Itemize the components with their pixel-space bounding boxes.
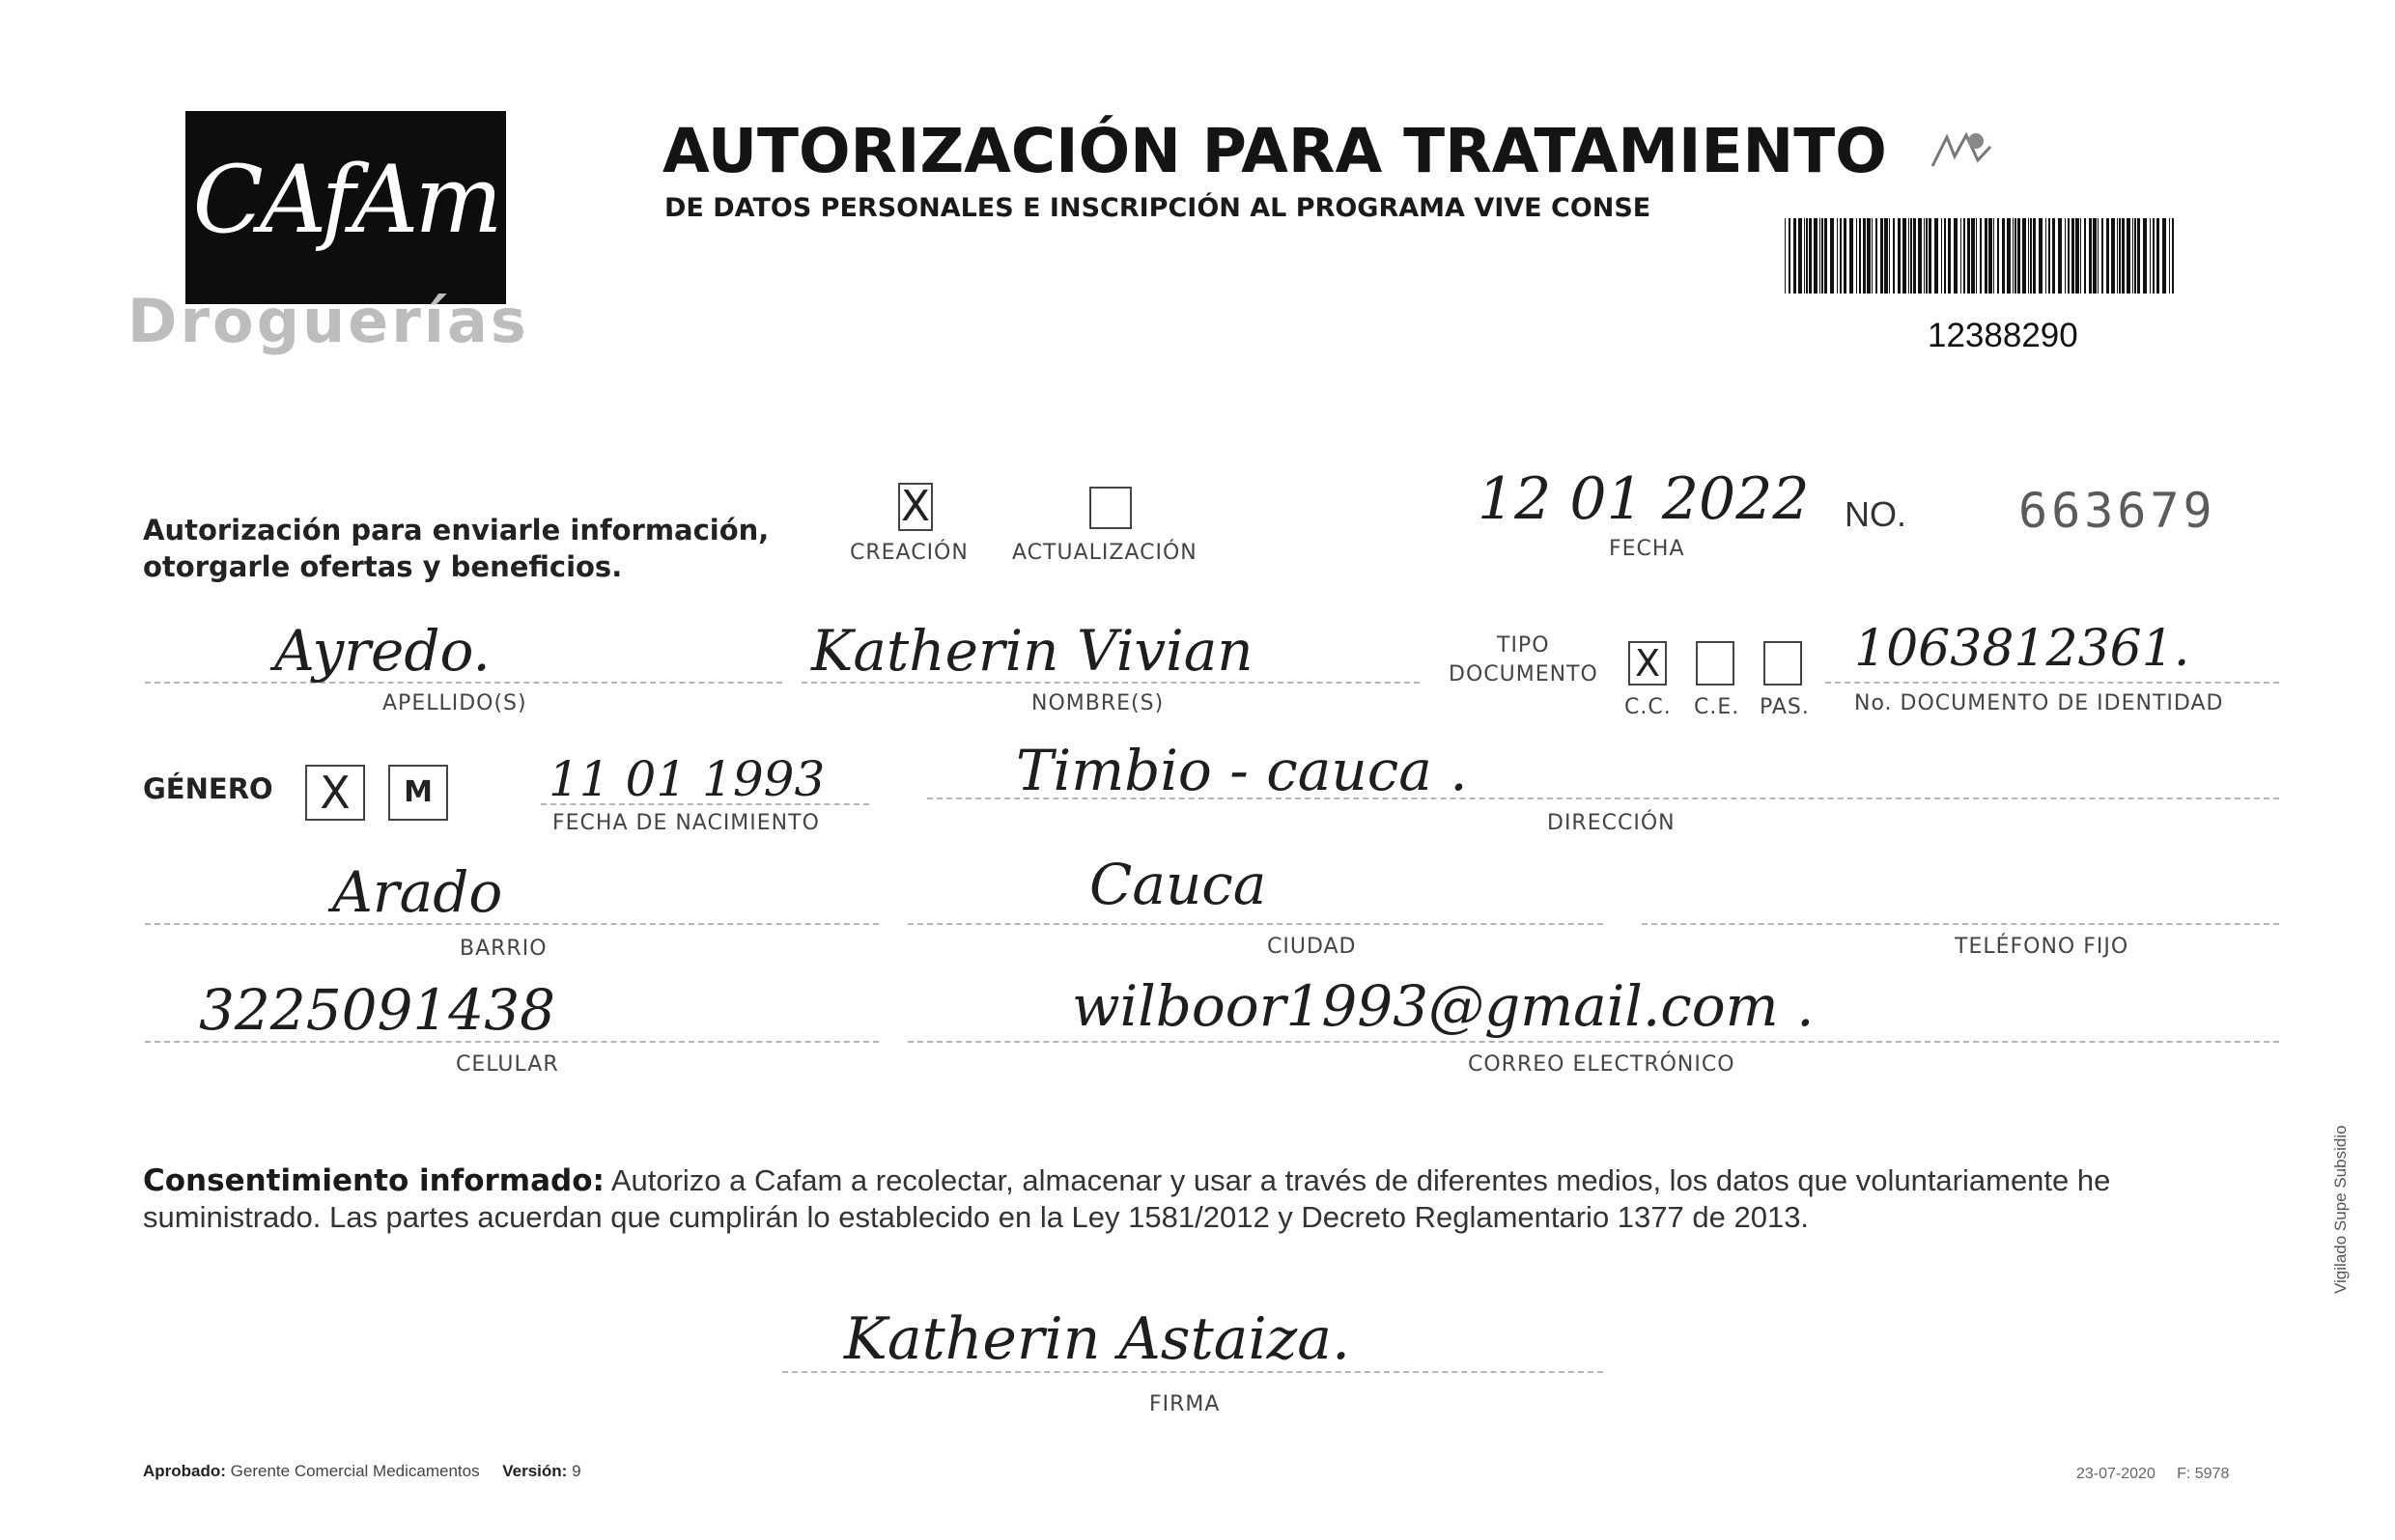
brand-subtitle: Droguerías (127, 286, 529, 356)
barcode-bar (2169, 218, 2170, 294)
barcode-bar (1929, 218, 1931, 294)
barcode-bar (2075, 218, 2079, 294)
barcode-bar (1954, 218, 1958, 294)
barcode-bar (1918, 218, 1922, 294)
barcode-bar (1913, 218, 1916, 294)
barcode-bar (1830, 218, 1834, 294)
direccion-label: DIRECCIÓN (1547, 811, 1676, 835)
direccion-value[interactable]: Timbio - cauca . (1016, 738, 1468, 803)
barcode-bar (1908, 218, 1909, 294)
barcode-bar (1910, 218, 1912, 294)
barcode-bar (2033, 218, 2036, 294)
pas-checkbox[interactable] (1763, 641, 1802, 686)
barcode-bar (2089, 218, 2092, 294)
barcode-bar (1809, 218, 1812, 294)
ciudad-line (908, 923, 1603, 925)
barcode-bar (2106, 218, 2109, 294)
form-code: F: 5978 (2177, 1466, 2230, 1482)
authorization-line-2: otorgarle ofertas y beneficios. (143, 550, 623, 583)
barcode-bar (1985, 218, 1987, 294)
barrio-line (145, 923, 879, 925)
authorization-text (143, 512, 819, 585)
barcode-bar (2132, 218, 2133, 294)
barcode-bar (1824, 218, 1827, 294)
barcode-bar (1867, 218, 1871, 294)
genero-f-check-mark: X (320, 767, 351, 819)
cc-label: C.C. (1624, 695, 1672, 719)
barcode-bar (2134, 218, 2136, 294)
barcode-bar (1821, 218, 1823, 294)
fecha-nacimiento-label: FECHA DE NACIMIENTO (552, 811, 820, 835)
ce-checkbox[interactable] (1696, 641, 1734, 686)
barcode-bar (2030, 218, 2032, 294)
barcode-bar (2111, 218, 2115, 294)
barcode-bar (1963, 218, 1965, 294)
barcode-bar (1924, 218, 1925, 294)
barcode-bar (2156, 218, 2159, 294)
barcode-bar (1798, 218, 1802, 294)
no-label: NO. (1845, 494, 1907, 534)
firma-value[interactable]: Katherin Astaiza. (844, 1305, 1351, 1373)
barcode-bar (2117, 218, 2118, 294)
barcode-bar (2101, 218, 2103, 294)
barcode-bar (1898, 218, 1901, 294)
consent-body: Autorizo a Cafam a recolectar, almacenar y usar a través de diferentes medios, los datos que voluntariamente he suministrado. Las partes acuerdan que cumplirán lo establecido en la Ley 1581/2012 y Decreto Reglamentario 1377 de 2013. (143, 1163, 2111, 1234)
creacion-checkbox[interactable] (898, 483, 933, 531)
footer-approval (143, 1462, 581, 1481)
barcode-bar (1926, 218, 1928, 294)
barcode-bar (1889, 218, 1890, 294)
actualizacion-checkbox[interactable] (1089, 487, 1132, 529)
pas-label: PAS. (1760, 695, 1810, 719)
firma-label: FIRMA (1149, 1392, 1221, 1416)
barcode-bar (1988, 218, 1992, 294)
barcode-bar (1941, 218, 1942, 294)
aprobado-label: Aprobado: (143, 1462, 226, 1480)
nombres-label: NOMBRE(S) (1031, 691, 1165, 715)
barcode-bar (1884, 218, 1888, 294)
barcode-bar (1993, 218, 1994, 294)
barcode-bar (1849, 218, 1853, 294)
celular-value[interactable]: 3225091438 (199, 977, 556, 1043)
barcode-number: 12388290 (1928, 317, 2078, 354)
date-code: 23-07-2020 (2076, 1466, 2156, 1482)
fecha-value[interactable]: 12 01 2022 (1478, 465, 1810, 533)
apellidos-value[interactable]: Ayredo. (274, 618, 491, 684)
aprobado-value: Gerente Comercial Medicamentos (230, 1462, 480, 1480)
barcode-bar (1875, 218, 1877, 294)
barcode-bar (2143, 218, 2147, 294)
barcode-bar (1844, 218, 1846, 294)
seal-icon (1928, 127, 1995, 174)
logo-text: CAfAm (192, 146, 499, 254)
barcode-bar (2084, 218, 2086, 294)
barcode-bar (2039, 218, 2043, 294)
barcode-bar (2015, 218, 2016, 294)
telefono-label: TELÉFONO FIJO (1955, 935, 2129, 959)
barcode-bar (2098, 218, 2099, 294)
barcode-bar (1789, 218, 1790, 294)
authorization-line-1: Autorización para enviarle información, (143, 514, 770, 546)
consent-paragraph (143, 1162, 2277, 1236)
barcode-bar (1948, 218, 1951, 294)
correo-line (908, 1041, 2279, 1043)
barcode-bar (1880, 218, 1883, 294)
barcode-bar (1976, 218, 1977, 294)
genero-f-checkbox[interactable] (305, 765, 365, 821)
cafam-logo (185, 111, 506, 304)
barcode-bar (2065, 218, 2066, 294)
barcode-bar (1902, 218, 1906, 294)
barcode-bar (1944, 218, 1946, 294)
form-number: 663679 (2018, 483, 2216, 539)
barcode (1783, 218, 2179, 294)
ce-label: C.E. (1694, 695, 1740, 719)
footer-codes (2076, 1466, 2229, 1483)
barcode-bar (2172, 218, 2174, 294)
barcode-bar (1893, 218, 1895, 294)
consent-heading: Consentimiento informado: (143, 1163, 605, 1198)
barcode-bar (2071, 218, 2074, 294)
tipo-doc-label-2: DOCUMENTO (1449, 662, 1598, 686)
barcode-bar (2048, 218, 2050, 294)
barcode-bar (2007, 218, 2011, 294)
celular-label: CELULAR (456, 1052, 559, 1077)
barcode-bar (2013, 218, 2014, 294)
genero-m-checkbox[interactable] (388, 765, 448, 821)
side-vertical-text: Vigilado Supe Subsidio (2331, 1125, 2350, 1294)
documento-value[interactable]: 1063812361. (1854, 620, 2190, 678)
cc-checkbox[interactable] (1628, 641, 1667, 686)
genero-label: GÉNERO (143, 772, 273, 805)
barcode-bar (2150, 218, 2151, 294)
barcode-bar (2058, 218, 2062, 294)
barcode-bar (1804, 218, 1805, 294)
barrio-value[interactable]: Arado (332, 859, 503, 925)
genero-m-label: M (404, 775, 433, 809)
barcode-bar (2093, 218, 2097, 294)
fecha-nacimiento-value[interactable]: 11 01 1993 (549, 751, 826, 807)
barcode-bar (2137, 218, 2140, 294)
barcode-bar (1980, 218, 1982, 294)
tipo-doc-label-1: TIPO (1497, 633, 1550, 658)
version-value: 9 (572, 1462, 581, 1480)
barrio-label: BARRIO (460, 937, 548, 961)
barcode-bar (1967, 218, 1970, 294)
barcode-bar (2052, 218, 2055, 294)
barcode-bar (1971, 218, 1975, 294)
page-title: AUTORIZACIÓN PARA TRATAMIENTO (662, 116, 1887, 186)
barcode-bar (1934, 218, 1938, 294)
barcode-bar (2068, 218, 2070, 294)
barcode-bar (1793, 218, 1796, 294)
barcode-bar (1785, 218, 1786, 294)
barcode-bar (1863, 218, 1866, 294)
correo-label: CORREO ELECTRÓNICO (1468, 1052, 1735, 1077)
creacion-check-mark: X (900, 482, 931, 531)
page-subtitle: DE DATOS PERSONALES E INSCRIPCIÓN AL PROGRAMA VIVE CONSE (664, 193, 1651, 223)
barcode-bar (2127, 218, 2130, 294)
nombres-value[interactable]: Katherin Vivian (811, 618, 1254, 684)
barcode-bar (2022, 218, 2026, 294)
barcode-bar (2002, 218, 2005, 294)
barcode-bar (2045, 218, 2046, 294)
barcode-bar (1814, 218, 1817, 294)
barcode-bar (1859, 218, 1861, 294)
documento-label: No. DOCUMENTO DE IDENTIDAD (1854, 691, 2224, 715)
barcode-bar (1840, 218, 1842, 294)
barcode-bar (1856, 218, 1857, 294)
apellidos-label: APELLIDO(S) (382, 691, 527, 715)
barcode-bar (2119, 218, 2121, 294)
actualizacion-label: ACTUALIZACIÓN (1012, 541, 1198, 565)
barcode-bar (1806, 218, 1808, 294)
barcode-bar (2153, 218, 2155, 294)
telefono-line (1642, 923, 2279, 925)
ciudad-label: CIUDAD (1267, 935, 1357, 959)
creacion-label: CREACIÓN (850, 541, 969, 565)
correo-value[interactable]: wilboor1993@gmail.com . (1072, 973, 1815, 1039)
barcode-bar (1837, 218, 1838, 294)
barcode-bar (1997, 218, 1999, 294)
version-label: Versión: (502, 1462, 568, 1480)
ciudad-value[interactable]: Cauca (1089, 852, 1267, 917)
barcode-bar (2028, 218, 2029, 294)
barcode-bar (2162, 218, 2166, 294)
barcode-bar (2017, 218, 2020, 294)
barcode-bar (1960, 218, 1961, 294)
barcode-bar (2080, 218, 2081, 294)
barcode-bar (1872, 218, 1873, 294)
barcode-bar (2122, 218, 2125, 294)
barcode-bar (1819, 218, 1820, 294)
documento-line (1825, 682, 2279, 684)
cc-check-mark: X (1634, 642, 1661, 685)
fecha-label: FECHA (1609, 537, 1685, 561)
